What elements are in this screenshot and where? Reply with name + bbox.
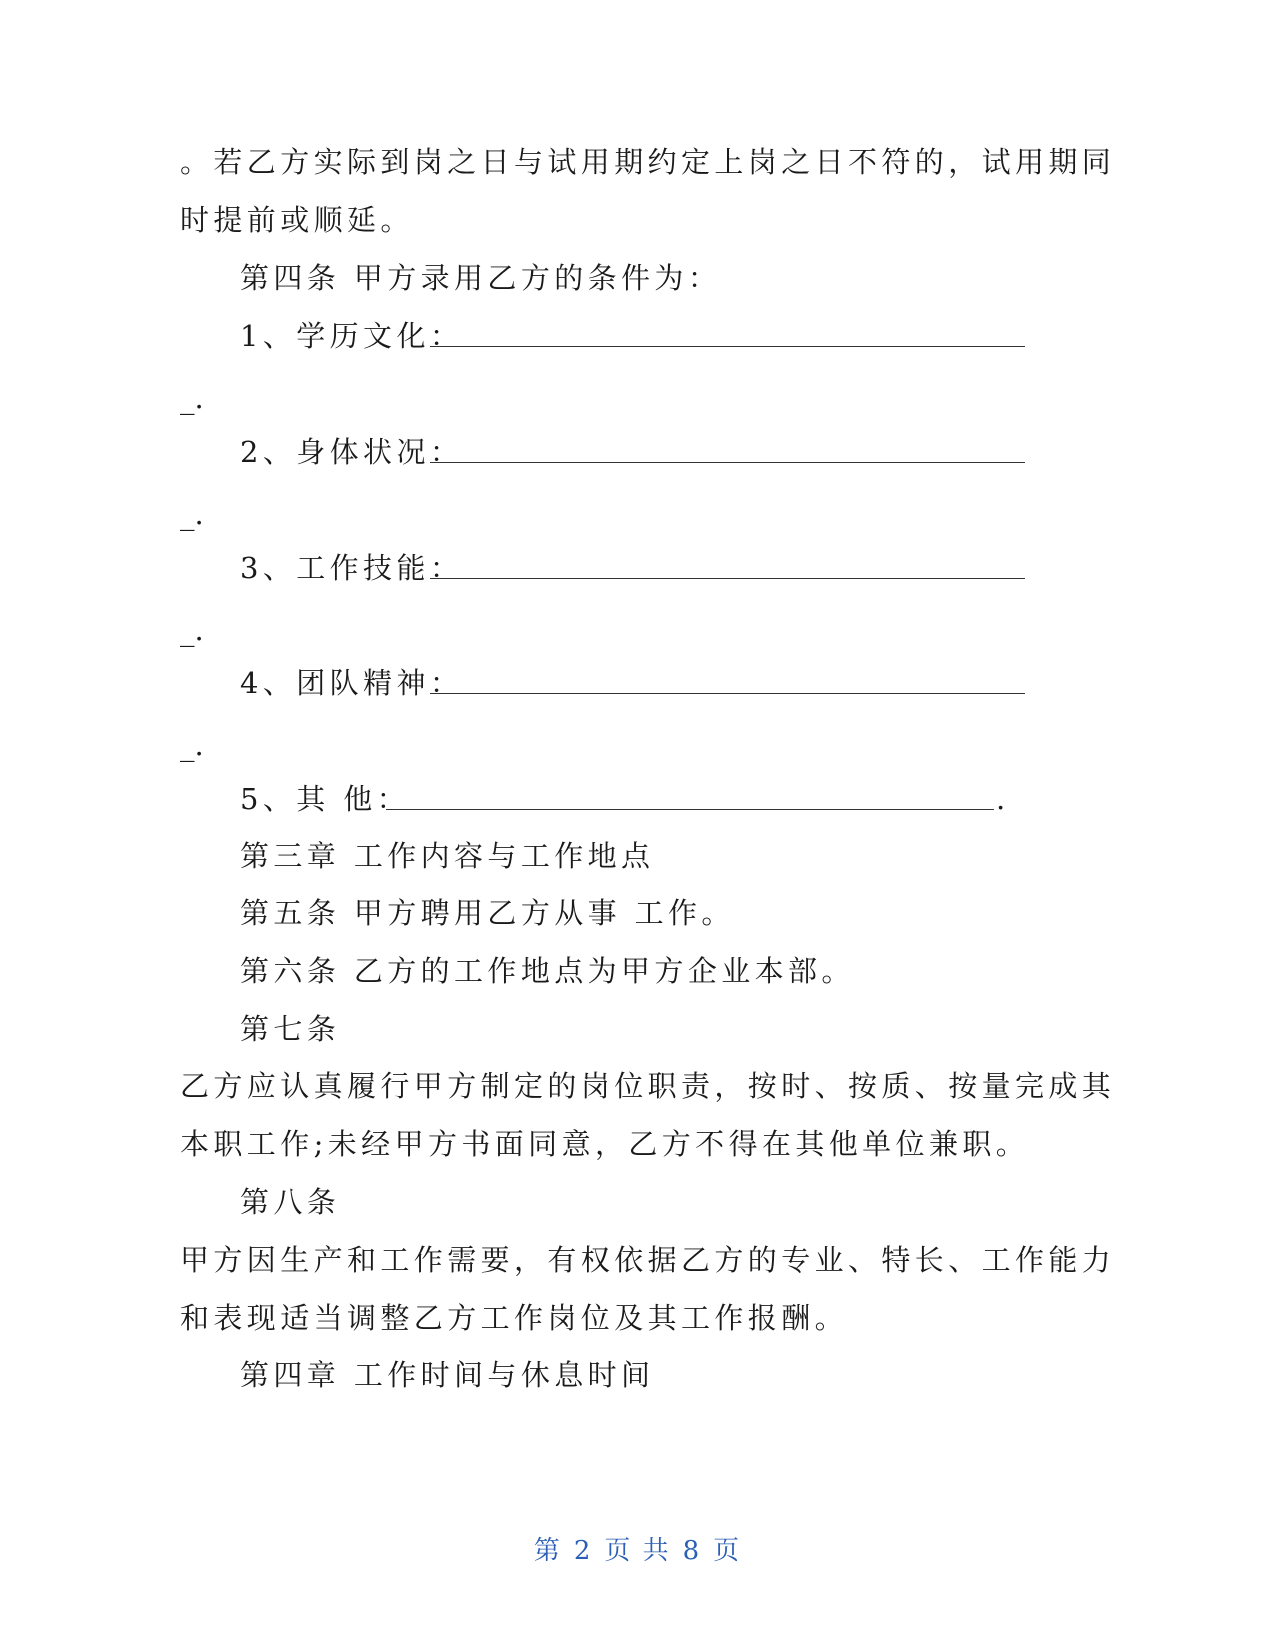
- condition-health-label: 2、身体状况：: [240, 435, 464, 469]
- current-page-number: 2: [573, 1536, 593, 1566]
- total-pages-number: 8: [682, 1536, 702, 1566]
- blank-tail: _.: [180, 613, 204, 647]
- condition-education-blank: [430, 346, 1025, 347]
- blank-tail: _.: [180, 497, 204, 531]
- paragraph-line: 和表现适当调整乙方工作岗位及其工作报酬。: [180, 1301, 849, 1335]
- condition-skills-label: 3、工作技能：: [240, 551, 464, 585]
- paragraph-line: 乙方应认真履行甲方制定的岗位职责，按时、按质、按量完成其: [180, 1069, 1116, 1103]
- condition-health-blank: [430, 462, 1025, 463]
- page-footer: [0, 1530, 1275, 1567]
- paragraph-line: 甲方因生产和工作需要，有权依据乙方的专业、特长、工作能力: [180, 1243, 1116, 1277]
- blank-tail: _.: [180, 381, 204, 415]
- condition-teamwork-label: 4、团队精神：: [240, 666, 464, 700]
- chapter-3-heading: 第三章 工作内容与工作地点: [240, 839, 655, 873]
- article-4-heading: 第四条 甲方录用乙方的条件为：: [240, 261, 722, 295]
- paragraph-line: 。若乙方实际到岗之日与试用期约定上岗之日不符的，试用期同: [180, 145, 1116, 179]
- footer-prefix: 第: [533, 1536, 562, 1566]
- paragraph-line: 本职工作;未经甲方书面同意，乙方不得在其他单位兼职。: [180, 1127, 1030, 1161]
- condition-teamwork-blank: [430, 693, 1025, 694]
- footer-mid: 页 共: [604, 1536, 671, 1566]
- footer-suffix: 页: [713, 1536, 742, 1566]
- paragraph-line: 时提前或顺延。: [180, 203, 414, 237]
- article-6: 第六条 乙方的工作地点为甲方企业本部。: [240, 954, 855, 988]
- condition-other-label: 5、其 他：: [240, 782, 411, 816]
- article-8-heading: 第八条: [240, 1185, 341, 1219]
- condition-other-end: .: [996, 782, 1010, 816]
- article-5: 第五条 甲方聘用乙方从事 工作。: [240, 896, 735, 930]
- blank-tail: _.: [180, 728, 204, 762]
- chapter-4-heading: 第四章 工作时间与休息时间: [240, 1358, 655, 1392]
- condition-skills-blank: [430, 578, 1025, 579]
- condition-education-label: 1、学历文化：: [240, 319, 464, 353]
- article-7-heading: 第七条: [240, 1012, 341, 1046]
- condition-other-blank: [386, 809, 994, 810]
